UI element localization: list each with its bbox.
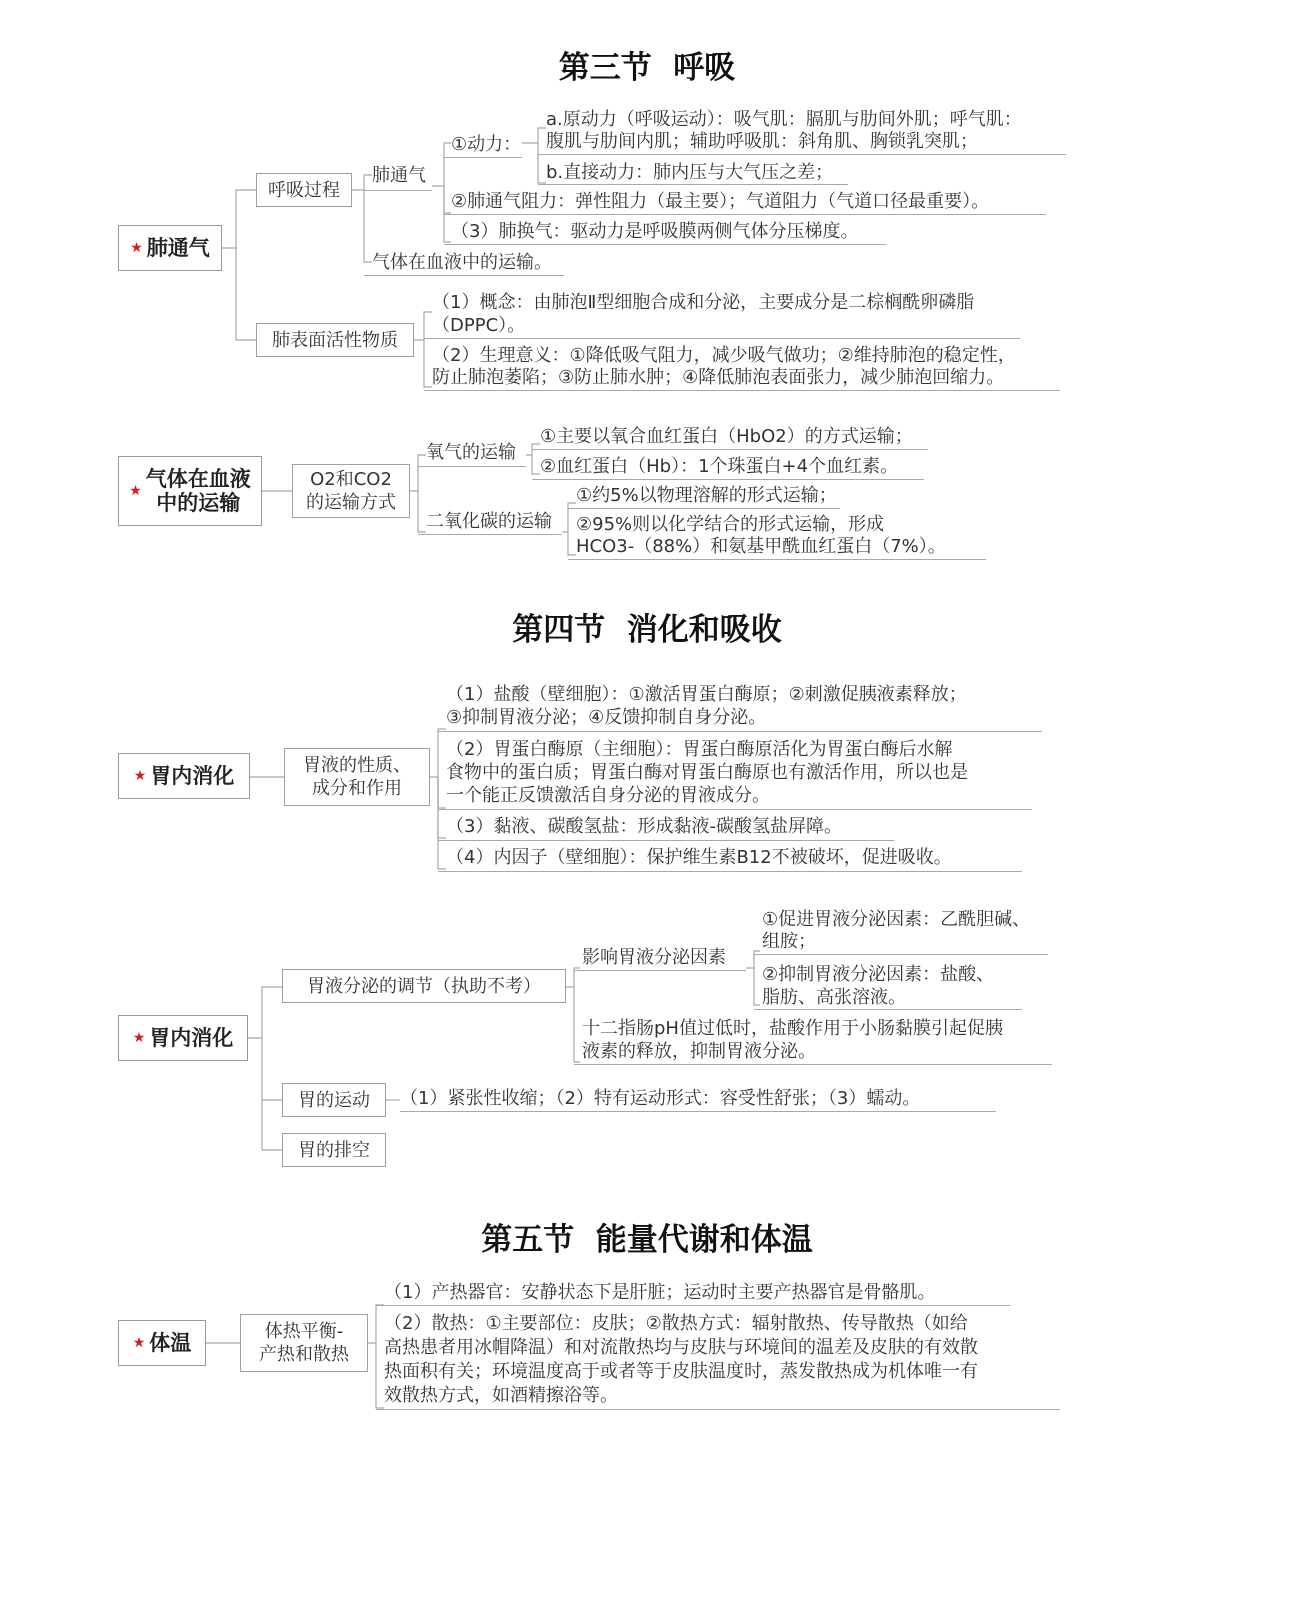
section-3-title: 第三节 呼吸 — [558, 50, 736, 86]
leaf-concept-line1: （1）概念：由肺泡Ⅱ型细胞合成和分泌，主要成分是二棕榈酰卵磷脂 — [432, 292, 975, 313]
root-label: 胃内消化 — [150, 764, 235, 788]
leaf-dissipation-line4: 效散热方式，如酒精擦浴等。 — [384, 1385, 618, 1406]
node-label-line1: 胃液的性质、 — [303, 755, 411, 776]
leaf-meaning-line1: （2）生理意义：①降低吸气阻力，减少吸气做功；②维持肺泡的稳定性， — [432, 345, 1016, 366]
leaf-gas-exchange: （3）肺换气：驱动力是呼吸膜两侧气体分压梯度。 — [451, 221, 859, 242]
leaf-pepsinogen-line1: （2）胃蛋白酶原（主细胞）：胃蛋白酶原活化为胃蛋白酶后水解 — [446, 739, 953, 760]
node-gastric-motility: 胃的运动 — [282, 1083, 386, 1117]
leaf-meaning-line2: 防止肺泡萎陷；③防止肺水肿；④降低肺泡表面张力，减少肺泡回缩力。 — [432, 367, 1005, 388]
root-lung-ventilation — [118, 225, 222, 271]
root-gastric-digestion-2 — [118, 1015, 248, 1061]
leaf-co2-2-line2: HCO3-（88%）和氨基甲酰血红蛋白（7%）。 — [576, 536, 946, 557]
leaf-motility-text: （1）紧张性收缩；（2）特有运动形式：容受性舒张；（3）蠕动。 — [400, 1088, 921, 1109]
leaf-pepsinogen-line3: 一个能正反馈激活自身分泌的胃液成分。 — [446, 785, 770, 806]
leaf-resistance: ②肺通气阻力：弹性阻力（最主要）；气道阻力（气道口径最重要）。 — [451, 191, 990, 212]
leaf-concept-line2: （DPPC）。 — [432, 315, 526, 336]
star-icon: ★ — [130, 240, 143, 256]
leaf-dissipation-line2: 高热患者用冰帽降温）和对流散热均与皮肤与环境间的温差及皮肤的有效散 — [384, 1337, 978, 1358]
star-icon: ★ — [129, 483, 142, 499]
node-heat-balance — [240, 1314, 368, 1372]
root-body-temperature — [118, 1320, 206, 1366]
node-breathing-process: 呼吸过程 — [256, 173, 352, 207]
root-label-line1: 气体在血液 — [145, 467, 251, 491]
leaf-dissipation-line3: 热面积有关；环境温度高于或者等于皮肤温度时，蒸发散热成为机体唯一有 — [384, 1361, 978, 1382]
node-label-line1: O2和CO2 — [310, 469, 392, 490]
node-gastric-juice — [284, 748, 430, 806]
root-gastric-digestion — [118, 753, 250, 799]
leaf-co2-2-line1: ②95%则以化学结合的形式运输，形成 — [576, 514, 885, 535]
leaf-intrinsic-factor: （4）内因子（壁细胞）：保护维生素B12不被破坏，促进吸收。 — [446, 847, 952, 868]
node-power: ①动力： — [451, 134, 522, 155]
leaf-o2-1: ①主要以氧合血红蛋白（HbO2）的方式运输； — [540, 426, 913, 447]
leaf-heat-production: （1）产热器官：安静状态下是肝脏；运动时主要产热器官是骨骼肌。 — [384, 1282, 936, 1303]
leaf-co2-1: ①约5%以物理溶解的形式运输； — [576, 485, 837, 506]
star-icon: ★ — [133, 768, 147, 784]
node-lung-ventilation: 肺通气 — [372, 165, 426, 186]
root-label: 胃内消化 — [149, 1026, 234, 1050]
leaf-hcl-line2: ③抑制胃液分泌；④反馈抑制自身分泌。 — [446, 707, 767, 728]
root-label: 肺通气 — [146, 236, 210, 260]
leaf-gas-transport: 气体在血液中的运输。 — [372, 252, 552, 273]
node-label-line2: 的运输方式 — [306, 492, 396, 513]
root-label: 体温 — [149, 1331, 192, 1355]
root-gas-transport — [118, 456, 262, 526]
leaf-promote-line2: 组胺； — [762, 931, 816, 952]
leaf-hcl-line1: （1）盐酸（壁细胞）：①激活胃蛋白酶原；②刺激促胰液素释放； — [446, 684, 967, 705]
leaf-promote-line1: ①促进胃液分泌因素：乙酰胆碱、 — [762, 909, 1031, 930]
leaf-duodenum-line2: 液素的释放，抑制胃液分泌。 — [582, 1041, 816, 1062]
star-icon: ★ — [132, 1030, 146, 1046]
node-secretion-regulation: 胃液分泌的调节（执助不考） — [282, 969, 566, 1003]
leaf-a-line1: a.原动力（呼吸运动）：吸气肌：膈肌与肋间外肌；呼气肌： — [546, 109, 1022, 130]
star-icon: ★ — [132, 1335, 146, 1351]
node-secretion-factors: 影响胃液分泌因素 — [582, 947, 726, 968]
leaf-duodenum-line1: 十二指肠pH值过低时，盐酸作用于小肠黏膜引起促胰 — [582, 1018, 1003, 1039]
leaf-o2-2: ②血红蛋白（Hb）：1个珠蛋白+4个血红素。 — [540, 456, 899, 477]
node-gastric-emptying: 胃的排空 — [282, 1133, 386, 1167]
leaf-b-direct-power: b.直接动力：肺内压与大气压之差； — [546, 162, 834, 183]
leaf-dissipation-line1: （2）散热：①主要部位：皮肤；②散热方式：辐射散热、传导散热（如给 — [384, 1313, 968, 1334]
node-label-line1: 体热平衡- — [264, 1321, 344, 1342]
root-label-line2: 中的运输 — [156, 491, 241, 515]
leaf-mucus: （3）黏液、碳酸氢盐：形成黏液-碳酸氢盐屏障。 — [446, 816, 842, 837]
node-label-line2: 产热和散热 — [259, 1344, 349, 1365]
section-4-title: 第四节 消化和吸收 — [512, 612, 782, 648]
leaf-pepsinogen-line2: 食物中的蛋白质；胃蛋白酶对胃蛋白酶原也有激活作用，所以也是 — [446, 762, 968, 783]
leaf-inhibit-line2: 脂肪、高张溶液。 — [762, 987, 906, 1008]
node-surfactant: 肺表面活性物质 — [256, 323, 414, 357]
node-label-line2: 成分和作用 — [312, 778, 402, 799]
leaf-inhibit-line1: ②抑制胃液分泌因素：盐酸、 — [762, 964, 995, 985]
node-o2-co2-transport — [292, 464, 410, 518]
node-o2-transport: 氧气的运输 — [426, 442, 516, 463]
section-5-title: 第五节 能量代谢和体温 — [481, 1222, 813, 1258]
leaf-a-line2: 腹肌与肋间内肌；辅助呼吸肌：斜角肌、胸锁乳突肌； — [546, 131, 978, 152]
node-co2-transport: 二氧化碳的运输 — [426, 511, 552, 532]
